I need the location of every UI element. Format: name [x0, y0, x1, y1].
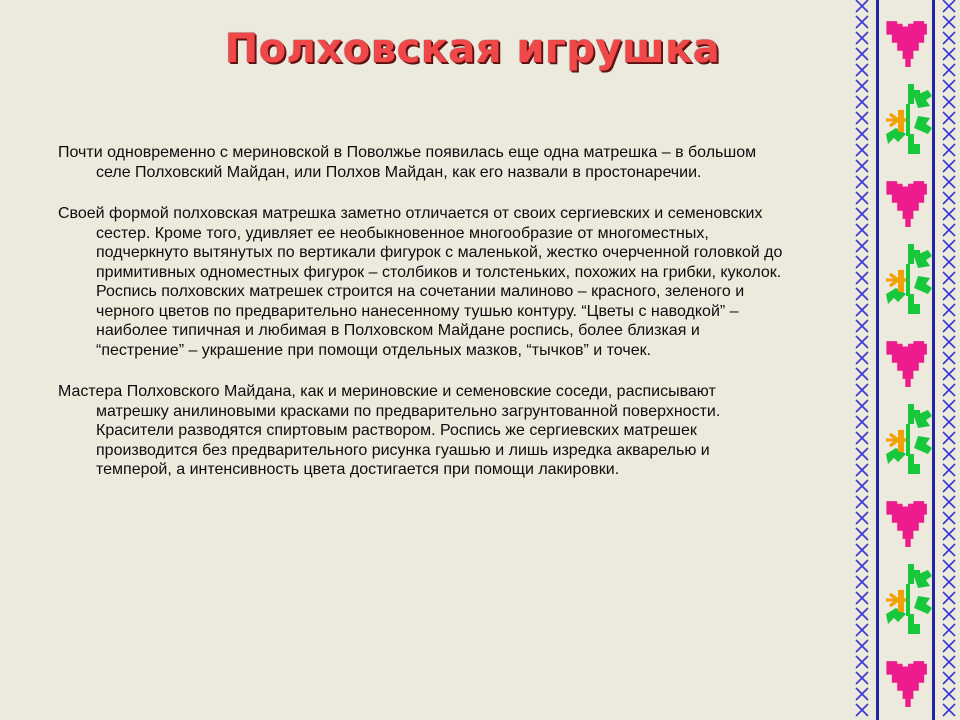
cross-stitch-icon: [943, 608, 955, 620]
cross-stitch-icon: [856, 336, 868, 348]
cross-stitch-icon: [943, 64, 955, 76]
cross-stitch-icon: [943, 336, 955, 348]
cross-stitch-icon: [856, 320, 868, 332]
cross-stitch-icon: [856, 288, 868, 300]
cross-stitch-icon: [856, 384, 868, 396]
cross-stitch-icon: [856, 656, 868, 668]
flower-icon: [886, 404, 932, 474]
cross-stitch-icon: [856, 208, 868, 220]
cross-stitch-icon: [856, 176, 868, 188]
cross-stitch-icon: [856, 0, 868, 12]
cross-stitch-icon: [943, 624, 955, 636]
cross-stitch-icon: [856, 64, 868, 76]
cross-stitch-icon: [856, 368, 868, 380]
cross-stitch-icon: [943, 464, 955, 476]
cross-stitch-icon: [943, 0, 955, 12]
heart-icon: [886, 661, 927, 707]
cross-stitch-icon: [943, 448, 955, 460]
cross-stitch-icon: [943, 704, 955, 716]
cross-stitch-icon: [856, 224, 868, 236]
cross-stitch-icon: [856, 608, 868, 620]
heart-icon: [886, 501, 927, 547]
cross-stitch-icon: [856, 192, 868, 204]
cross-stitch-icon: [943, 80, 955, 92]
cross-stitch-icon: [856, 480, 868, 492]
cross-stitch-icon: [943, 480, 955, 492]
cross-stitch-icon: [856, 544, 868, 556]
cross-stitch-icon: [856, 352, 868, 364]
cross-stitch-icon: [856, 560, 868, 572]
cross-stitch-icon: [856, 160, 868, 172]
paragraph-3: Мастера Полховского Майдана, как и мериновские и семеновские соседи, расписывают матрешку анилиновыми красками по предварительно загрунтованной поверхности. Красители разводятся спиртовым раствором. Роспись же сергиевских матрешек производится без предварительного рисунка гуашью и лишь изредка акварелью и темперой, а интенсивность цвета достигается при помощи лакировки.: [58, 383, 721, 478]
cross-stitch-icon: [856, 528, 868, 540]
cross-stitch-column-left: [856, 0, 868, 716]
cross-stitch-icon: [943, 432, 955, 444]
cross-stitch-icon: [943, 16, 955, 28]
cross-stitch-icon: [943, 208, 955, 220]
slide-title: Полховская игрушка: [224, 26, 721, 72]
cross-stitch-icon: [943, 32, 955, 44]
cross-stitch-icon: [943, 144, 955, 156]
embroidery-motifs: [886, 21, 932, 707]
cross-stitch-icon: [856, 112, 868, 124]
cross-stitch-icon: [943, 96, 955, 108]
slide-body: [58, 143, 788, 502]
cross-stitch-icon: [856, 464, 868, 476]
flower-icon: [886, 564, 932, 634]
cross-stitch-icon: [856, 512, 868, 524]
cross-stitch-icon: [856, 640, 868, 652]
cross-stitch-icon: [943, 656, 955, 668]
cross-stitch-icon: [856, 624, 868, 636]
flower-icon: [886, 84, 932, 154]
cross-stitch-icon: [856, 96, 868, 108]
paragraph-2: Своей формой полховская матрешка заметно отличается от своих сергиевских и семеновских сестер. Кроме того, удивляет ее необыкновенное многообразие от многоместных, подчеркнуто вытянутых по вертикали фигурок с маленькой, жестко очерченной головкой до примитивных одноместных фигурок – столбиков и толстеньких, похожих на грибки, куколок. Роспись полховских матрешек строится на сочетании малиново – красного, зеленого и черного цветов по предварительно нанесенному тушью контуру. “Цветы с наводкой” – наиболее типичная и любимая в Полховском Майдане роспись, более близкая и “пестрение” – украшение при помощи отдельных мазков, “тычков” и точек.: [58, 205, 783, 359]
cross-stitch-icon: [943, 560, 955, 572]
cross-stitch-icon: [943, 528, 955, 540]
cross-stitch-icon: [856, 272, 868, 284]
cross-stitch-icon: [943, 240, 955, 252]
cross-stitch-icon: [856, 32, 868, 44]
cross-stitch-icon: [943, 112, 955, 124]
cross-stitch-icon: [943, 272, 955, 284]
cross-stitch-icon: [856, 128, 868, 140]
cross-stitch-icon: [943, 352, 955, 364]
cross-stitch-icon: [943, 304, 955, 316]
cross-stitch-icon: [856, 592, 868, 604]
cross-stitch-icon: [943, 48, 955, 60]
cross-stitch-icon: [943, 544, 955, 556]
cross-stitch-icon: [943, 368, 955, 380]
cross-stitch-icon: [943, 400, 955, 412]
cross-stitch-icon: [943, 192, 955, 204]
cross-stitch-icon: [856, 688, 868, 700]
embroidery-border: [845, 0, 960, 720]
cross-stitch-icon: [856, 496, 868, 508]
cross-stitch-icon: [856, 144, 868, 156]
cross-stitch-icon: [856, 448, 868, 460]
cross-stitch-icon: [943, 176, 955, 188]
cross-stitch-icon: [943, 640, 955, 652]
cross-stitch-icon: [856, 80, 868, 92]
cross-stitch-icon: [943, 672, 955, 684]
cross-stitch-icon: [943, 288, 955, 300]
cross-stitch-icon: [943, 384, 955, 396]
cross-stitch-icon: [856, 704, 868, 716]
cross-stitch-icon: [943, 320, 955, 332]
cross-stitch-icon: [856, 576, 868, 588]
cross-stitch-icon: [943, 256, 955, 268]
cross-stitch-icon: [943, 592, 955, 604]
cross-stitch-column-right: [943, 0, 955, 716]
cross-stitch-icon: [943, 512, 955, 524]
cross-stitch-icon: [856, 432, 868, 444]
cross-stitch-icon: [943, 576, 955, 588]
cross-stitch-icon: [856, 416, 868, 428]
cross-stitch-icon: [943, 128, 955, 140]
cross-stitch-icon: [856, 256, 868, 268]
paragraph-1: Почти одновременно с мериновской в Поволжье появилась еще одна матрешка – в большом селе Полховский Майдан, или Полхов Майдан, как его назвали в простонаречии.: [58, 144, 757, 181]
cross-stitch-icon: [856, 16, 868, 28]
cross-stitch-icon: [943, 160, 955, 172]
cross-stitch-icon: [856, 304, 868, 316]
cross-stitch-icon: [856, 672, 868, 684]
cross-stitch-icon: [943, 224, 955, 236]
heart-icon: [886, 341, 927, 387]
cross-stitch-icon: [943, 496, 955, 508]
cross-stitch-icon: [943, 688, 955, 700]
heart-icon: [886, 21, 927, 67]
flower-icon: [886, 244, 932, 314]
cross-stitch-icon: [856, 240, 868, 252]
cross-stitch-icon: [856, 400, 868, 412]
heart-icon: [886, 181, 927, 227]
cross-stitch-icon: [856, 48, 868, 60]
cross-stitch-icon: [943, 416, 955, 428]
